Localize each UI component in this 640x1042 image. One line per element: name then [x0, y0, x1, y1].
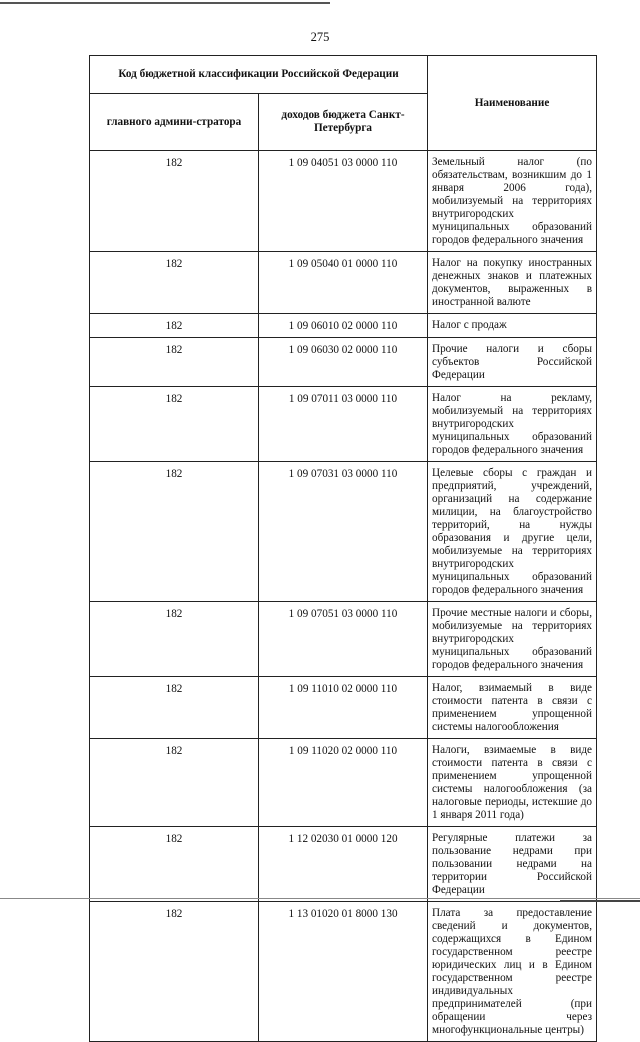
table-row [90, 314, 597, 338]
table-row [90, 677, 597, 739]
row-name: Целевые сборы с граждан и предприятий, учреждений, организаций на содержание милиции, на благоустройство территорий, на нужды образования и другие цели, мобилизуемые на территориях внутригородских муниципальных образований городов федерального значения [428, 462, 597, 602]
row-name: Прочие налоги и сборы субъектов Российской Федерации [428, 338, 597, 387]
row-admin-code: 182 [90, 151, 259, 252]
header-income-code: доходов бюджета Санкт-Петербурга [259, 94, 428, 151]
row-income-code: 1 09 11010 02 0000 110 [259, 677, 428, 739]
row-admin-code: 182 [90, 602, 259, 677]
row-income-code: 1 09 04051 03 0000 110 [259, 151, 428, 252]
page-number: 275 [310, 30, 330, 44]
row-name: Плата за предоставление сведений и документов, содержащихся в Едином государственном реестре юридических лиц и в Едином государственном реестре индивидуальных предпринимателей (при обращении через многофункциональные центры) [428, 902, 597, 1042]
row-admin-code: 182 [90, 677, 259, 739]
scan-edge-top [0, 2, 330, 4]
row-name: Земельный налог (по обязательствам, возникшим до 1 января 2006 года), мобилизуемый на территориях внутригородских муниципальных образований городов федерального значения [428, 151, 597, 252]
row-income-code: 1 09 05040 01 0000 110 [259, 252, 428, 314]
scan-edge-mark [560, 900, 640, 902]
table-row [90, 252, 597, 314]
table-body [90, 151, 597, 1042]
scan-edge-bottom [0, 898, 640, 899]
row-admin-code: 182 [90, 252, 259, 314]
row-name: Прочие местные налоги и сборы, мобилизуемые на территориях внутригородских муниципальных образований городов федерального значения [428, 602, 597, 677]
table-row [90, 902, 597, 1042]
table-row [90, 739, 597, 827]
row-name: Налог на рекламу, мобилизуемый на территориях внутригородских муниципальных образований городов федерального значения [428, 387, 597, 462]
row-name: Регулярные платежи за пользование недрами при пользовании недрами на территории Российской Федерации [428, 827, 597, 902]
table-row [90, 827, 597, 902]
row-income-code: 1 12 02030 01 0000 120 [259, 827, 428, 902]
budget-classification-table [89, 55, 597, 1042]
row-income-code: 1 09 07051 03 0000 110 [259, 602, 428, 677]
row-income-code: 1 13 01020 01 8000 130 [259, 902, 428, 1042]
header-name: Наименование [428, 56, 597, 151]
row-name: Налог с продаж [428, 314, 597, 338]
table-row [90, 602, 597, 677]
row-income-code: 1 09 11020 02 0000 110 [259, 739, 428, 827]
table-row [90, 151, 597, 252]
row-admin-code: 182 [90, 338, 259, 387]
header-budget-code-group: Код бюджетной классификации Российской Федерации [90, 56, 428, 94]
row-name: Налоги, взимаемые в виде стоимости патента в связи с применением упрощенной системы налогообложения (за налоговые периоды, истекшие до 1 января 2011 года) [428, 739, 597, 827]
row-name: Налог на покупку иностранных денежных знаков и платежных документов, выраженных в иностранной валюте [428, 252, 597, 314]
row-name: Налог, взимаемый в виде стоимости патента в связи с применением упрощенной системы налогообложения [428, 677, 597, 739]
row-admin-code: 182 [90, 827, 259, 902]
table-row [90, 338, 597, 387]
row-admin-code: 182 [90, 462, 259, 602]
table-row [90, 387, 597, 462]
row-admin-code: 182 [90, 314, 259, 338]
row-income-code: 1 09 06010 02 0000 110 [259, 314, 428, 338]
row-admin-code: 182 [90, 387, 259, 462]
row-income-code: 1 09 07011 03 0000 110 [259, 387, 428, 462]
row-income-code: 1 09 06030 02 0000 110 [259, 338, 428, 387]
header-chief-administrator: главного админи-стратора [90, 94, 259, 151]
table-row [90, 462, 597, 602]
row-admin-code: 182 [90, 902, 259, 1042]
row-income-code: 1 09 07031 03 0000 110 [259, 462, 428, 602]
row-admin-code: 182 [90, 739, 259, 827]
